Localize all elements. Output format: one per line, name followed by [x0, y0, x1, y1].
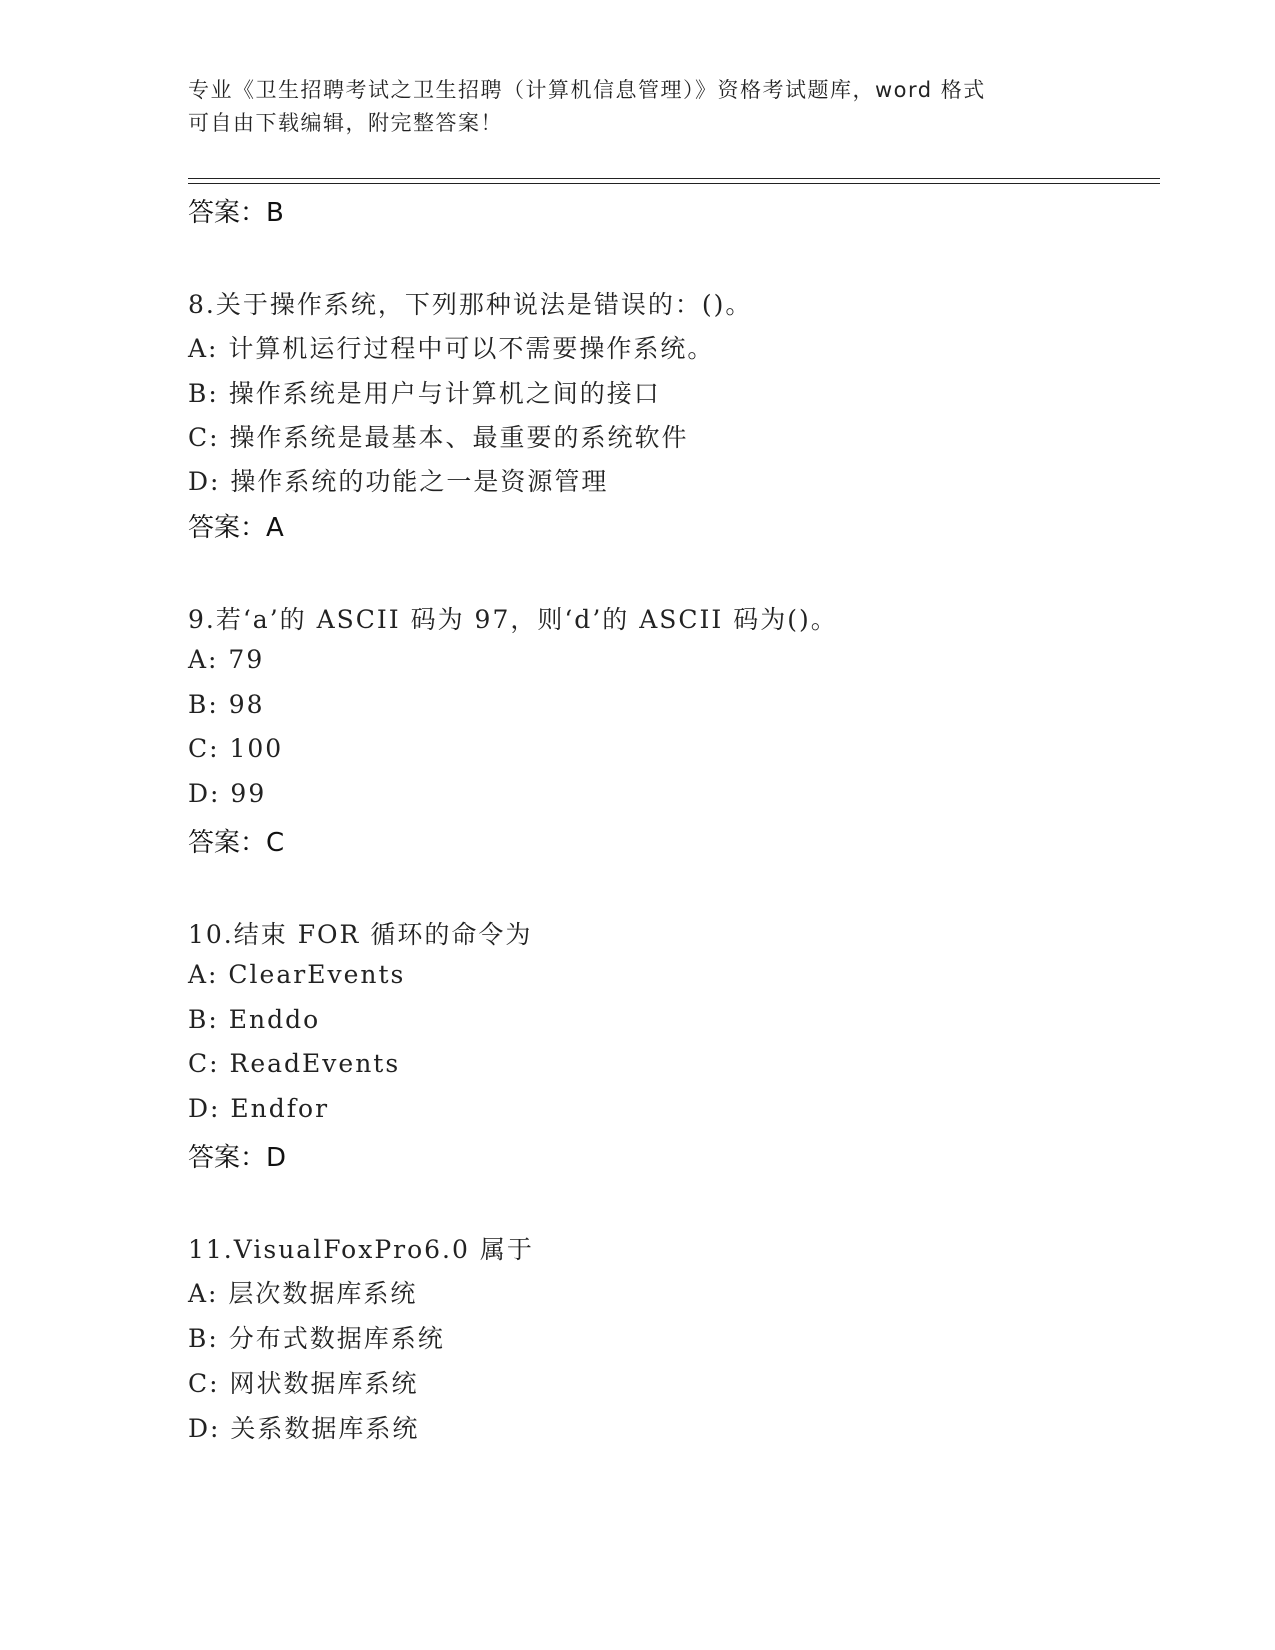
option-d: D: 关系数据库系统	[188, 1414, 420, 1443]
answer-line: 答案：D	[188, 1143, 287, 1173]
question-10: 10.结束 FOR 循环的命令为	[188, 920, 533, 949]
header-divider	[188, 178, 1160, 179]
option-a: A: 层次数据库系统	[188, 1279, 418, 1308]
question-8: 8.关于操作系统，下列那种说法是错误的：()。	[188, 290, 753, 319]
question-9: 9.若‘a’的 ASCII 码为 97，则‘d’的 ASCII 码为()。	[188, 605, 838, 634]
answer-line: 答案：C	[188, 828, 285, 858]
option-c: C: 操作系统是最基本、最重要的系统软件	[188, 423, 689, 452]
option-a: A: ClearEvents	[188, 960, 406, 989]
option-a: A: 计算机运行过程中可以不需要操作系统。	[188, 334, 715, 363]
document-header	[188, 74, 1088, 140]
option-b: B: Enddo	[188, 1005, 321, 1034]
header-divider-secondary	[188, 183, 1160, 184]
option-d: D: Endfor	[188, 1094, 330, 1123]
option-b: B: 操作系统是用户与计算机之间的接口	[188, 379, 661, 408]
option-c: C: 100	[188, 734, 284, 763]
option-b: B: 98	[188, 690, 265, 719]
answer-line: 答案：B	[188, 198, 284, 228]
option-c: C: ReadEvents	[188, 1049, 401, 1078]
header-line-1: 专业《卫生招聘考试之卫生招聘（计算机信息管理）》资格考试题库，word 格式	[188, 78, 986, 102]
option-d: D: 操作系统的功能之一是资源管理	[188, 467, 609, 496]
option-c: C: 网状数据库系统	[188, 1369, 419, 1398]
option-b: B: 分布式数据库系统	[188, 1324, 445, 1353]
option-d: D: 99	[188, 779, 267, 808]
question-11: 11.VisualFoxPro6.0 属于	[188, 1235, 534, 1264]
option-a: A: 79	[188, 645, 265, 674]
header-line-2: 可自由下载编辑，附完整答案！	[188, 111, 503, 135]
answer-line: 答案：A	[188, 513, 284, 543]
